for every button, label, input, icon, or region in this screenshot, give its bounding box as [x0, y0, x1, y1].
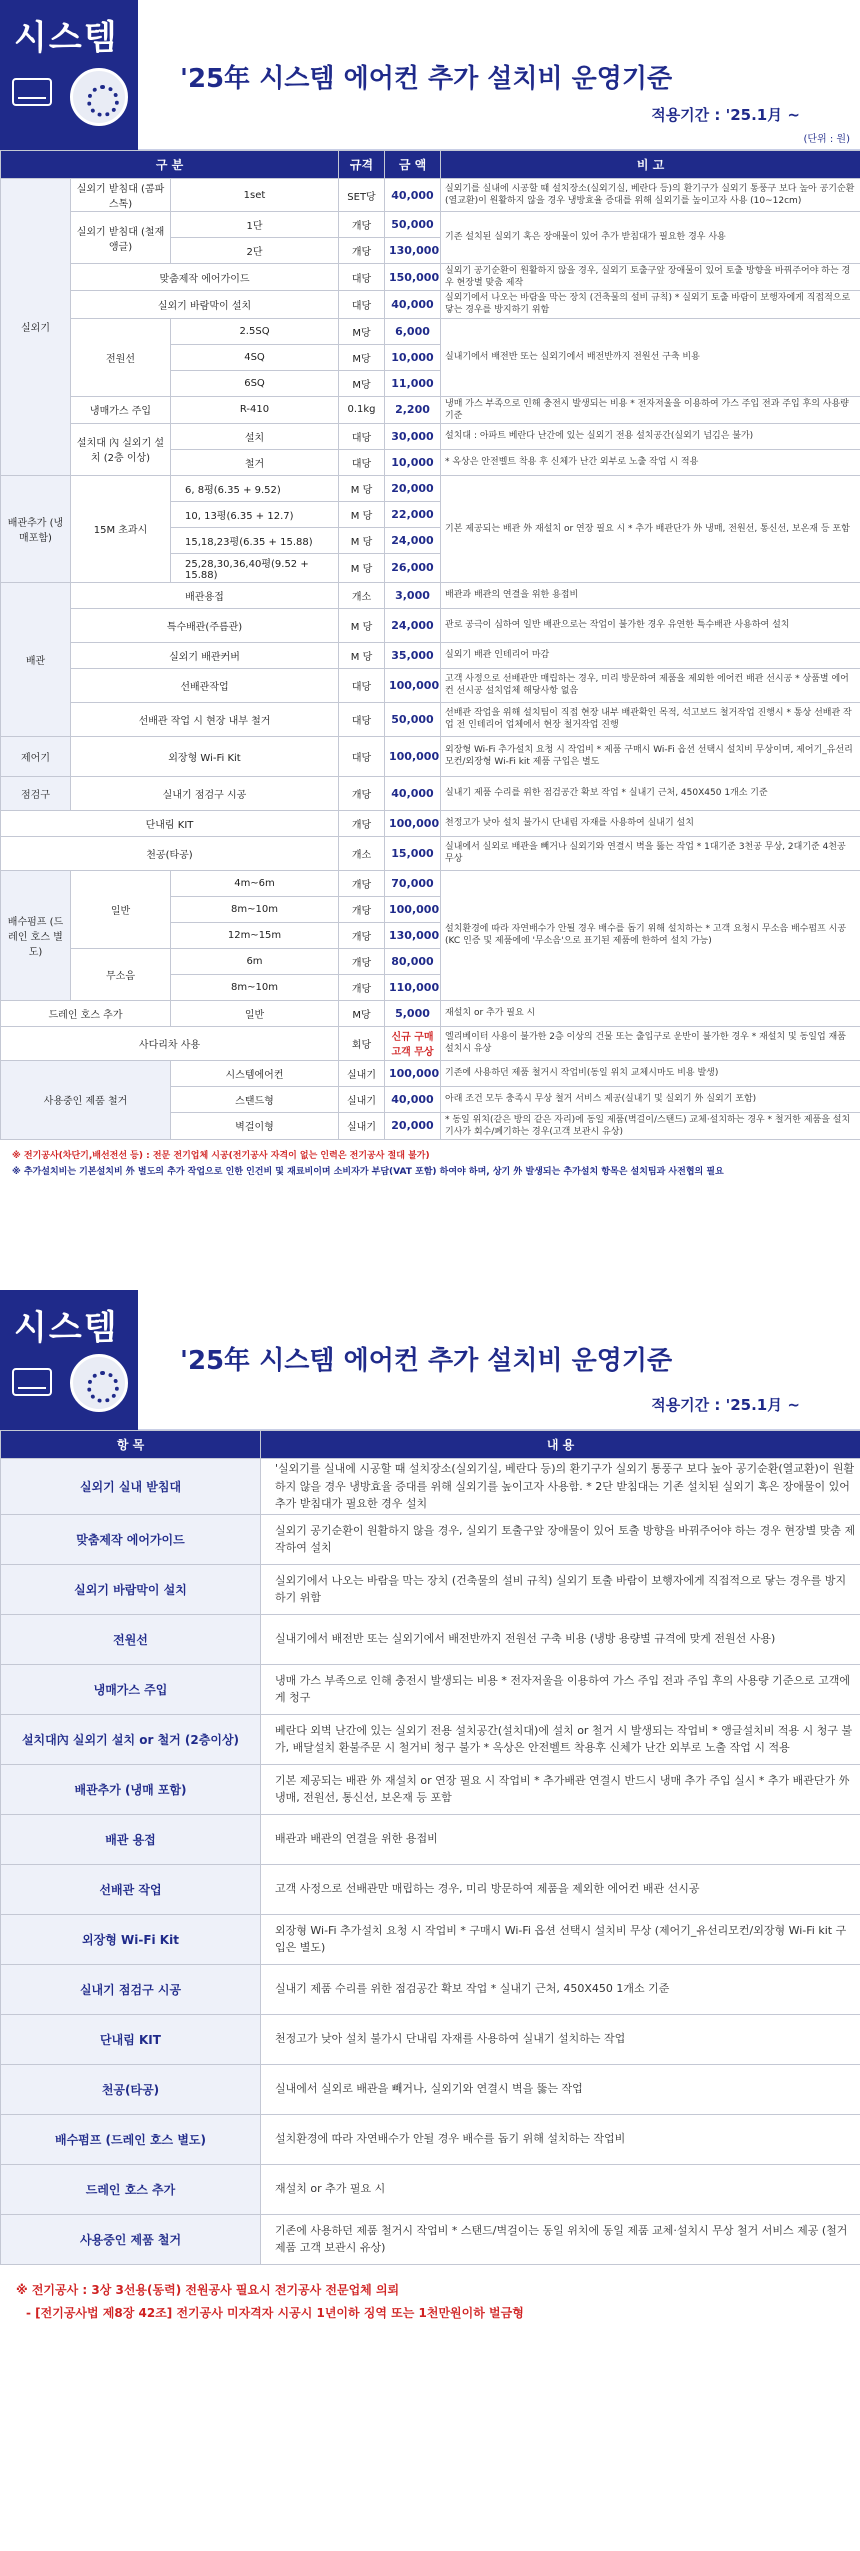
table-row	[1, 1060, 860, 1086]
price-cell: 26,000	[385, 553, 441, 582]
price-cell: 20,000	[385, 1112, 441, 1139]
spec-cell: R-410	[171, 396, 339, 423]
item-cell: 배수펌프 (드레인 호스 별도)	[1, 2114, 261, 2164]
table-row	[1, 836, 860, 870]
content-cell: '실외기를 실내에 시공할 때 설치장소(실외기실, 베란다 등)의 환기구가 실외기 통풍구 보다 높아 공기순환(열교환)이 원활하지 않을 경우 냉방효율 증대를 위해 실외기를 높이고자 사용함. * 2단 받침대는 기존 설치된 실외기 혹은 장애물이 있어 추가 받침대가 필요한 경우 설치	[261, 1459, 860, 1515]
section-1	[0, 0, 860, 1189]
table-row	[1, 212, 860, 238]
item-cell: 선배관 작업 시 현장 내부 철거	[71, 702, 339, 736]
table-row	[1, 2064, 860, 2114]
description-rows	[1, 1459, 860, 2265]
notes-1	[0, 1140, 860, 1188]
item-cell: 냉매가스 주입	[71, 396, 171, 423]
unit-cell: 실내기	[339, 1086, 385, 1112]
spec-cell: 2단	[171, 238, 339, 264]
spec-cell: 10, 13평(6.35 + 12.7)	[171, 501, 339, 527]
item-cell: 실외기 받침대 (콤파스톡)	[71, 179, 171, 212]
table-row	[1, 291, 860, 318]
item-cell: 배관용접	[71, 582, 339, 608]
table-row	[1, 702, 860, 736]
header-note: 비 고	[441, 151, 860, 179]
table-row	[1, 423, 860, 449]
unit-cell: 개소	[339, 582, 385, 608]
item-cell: 실외기 실내 받침대	[1, 1459, 261, 1515]
item-cell: 15M 초과시	[71, 475, 171, 582]
unit-cell: M 당	[339, 553, 385, 582]
air-conditioner-icon	[12, 1368, 52, 1396]
unit-cell: 0.1kg	[339, 396, 385, 423]
content-cell: 기존에 사용하던 제품 철거시 작업비 * 스탠드/벽걸이는 동일 위치에 동일 제품 교체·설치시 무상 철거 서비스 제공 (철거 제품 고객 보관시 유상)	[261, 2214, 860, 2264]
unit-cell: 회당	[339, 1026, 385, 1060]
content-cell: 배관과 배관의 연결을 위한 용접비	[261, 1814, 860, 1864]
note-cell: 아래 조건 모두 충족시 무상 철거 서비스 제공(실내기 및 실외기 外 실외기 포함)	[441, 1086, 860, 1112]
price-cell: 110,000	[385, 974, 441, 1000]
item-cell: 단내림 KIT	[1, 810, 339, 836]
note-cell: 선배관 작업을 위해 설치팀이 직접 현장 내부 배관확인 목적, 석고보드 철거작업 진행시 * 통상 선배관 작업 전 인테리어 업체에서 현장 철거작업 진행	[441, 702, 860, 736]
spec-cell: 8m~10m	[171, 974, 339, 1000]
item-cell: 사다리차 사용	[1, 1026, 339, 1060]
note-cell: 설치환경에 따라 자연배수가 안될 경우 배수를 돕기 위해 설치하는 * 고객 요청시 무소음 배수펌프 시공 (KC 인증 및 제품에에 '무소음'으로 표기된 제품에 한하여 설치 가능)	[441, 870, 860, 1000]
item-cell: 외장형 Wi-Fi Kit	[71, 736, 339, 776]
note-cell: 재설치 or 추가 필요 시	[441, 1000, 860, 1026]
category-cell: 사용중인 제품 철거	[1, 1060, 171, 1139]
unit-label: (단위 : 원)	[803, 134, 850, 145]
note-cell: * 옥상은 안전벨트 착용 후 신체가 난간 외부로 노출 작업 시 적용	[441, 449, 860, 475]
table-row	[1, 2214, 860, 2264]
header-item: 항 목	[1, 1431, 261, 1459]
table-row	[1, 1514, 860, 1564]
content-cell: 실외기에서 나오는 바람을 막는 장치 (건축물의 설비 규칙) 실외기 토출 바람이 보행자에게 직접적으로 닿는 경우를 방지하기 위함	[261, 1564, 860, 1614]
table-row	[1, 1459, 860, 1515]
price-cell: 35,000	[385, 642, 441, 668]
fan-icon	[70, 1354, 128, 1412]
unit-cell: M 당	[339, 527, 385, 553]
header-category: 구 분	[1, 151, 339, 179]
unit-cell: M당	[339, 1000, 385, 1026]
table-header	[1, 1431, 860, 1459]
price-cell: 80,000	[385, 948, 441, 974]
item-cell: 무소음	[71, 948, 171, 1000]
content-cell: 실내에서 실외로 배관을 빼거나, 실외기와 연결시 벽을 뚫는 작업	[261, 2064, 860, 2114]
spec-cell: 12m~15m	[171, 922, 339, 948]
price-cell: 10,000	[385, 449, 441, 475]
price-cell: 100,000	[385, 810, 441, 836]
table-row	[1, 642, 860, 668]
note-cell: 관로 공극이 심하여 일반 배관으로는 작업이 불가한 경우 유연한 특수배관 사용하여 설치	[441, 608, 860, 642]
unit-cell: 대당	[339, 264, 385, 291]
brand-panel	[0, 0, 138, 150]
item-cell: 전원선	[71, 318, 171, 396]
category-cell: 배수펌프 (드레인 호스 별도)	[1, 870, 71, 1000]
spec-cell: 1set	[171, 179, 339, 212]
table-row	[1, 810, 860, 836]
note-cell: 실외기 공기순환이 원활하지 않을 경우, 실외기 토출구앞 장애물이 있어 토출 방향을 바꿔주어야 하는 경우 현장별 맞춤 제작	[441, 264, 860, 291]
unit-cell: 개당	[339, 238, 385, 264]
unit-cell: 대당	[339, 291, 385, 318]
price-cell: 100,000	[385, 896, 441, 922]
price-cell: 70,000	[385, 870, 441, 896]
date-range: 적용기간 : '25.1月 ~	[651, 1396, 800, 1414]
table-row	[1, 2114, 860, 2164]
price-cell: 24,000	[385, 527, 441, 553]
spec-cell: 2.5SQ	[171, 318, 339, 344]
spec-cell: 6SQ	[171, 370, 339, 396]
price-cell: 2,200	[385, 396, 441, 423]
table-row	[1, 2014, 860, 2064]
content-cell: 재설치 or 추가 필요 시	[261, 2164, 860, 2214]
item-cell: 실외기 받침대 (철재 앵글)	[71, 212, 171, 264]
table-row	[1, 1764, 860, 1814]
item-cell: 맞춤제작 에어가이드	[1, 1514, 261, 1564]
category-cell: 배관추가 (냉매포함)	[1, 475, 71, 582]
price-cell: 50,000	[385, 702, 441, 736]
price-cell: 11,000	[385, 370, 441, 396]
table-row	[1, 264, 860, 291]
table-row	[1, 396, 860, 423]
price-cell: 22,000	[385, 501, 441, 527]
table-row	[1, 2164, 860, 2214]
table-row	[1, 736, 860, 776]
price-cell: 40,000	[385, 1086, 441, 1112]
price-cell: 100,000	[385, 736, 441, 776]
table-row	[1, 1664, 860, 1714]
unit-cell: 개당	[339, 212, 385, 238]
item-cell: 실내기 점검구 시공	[71, 776, 339, 810]
header-1	[0, 0, 860, 150]
footer-law-note: - [전기공사법 제8장 42조] 전기공사 미자격자 시공시 1년이하 징역 또는 1천만원이하 벌금형	[26, 2305, 524, 2320]
price-cell: 3,000	[385, 582, 441, 608]
item-cell: 전원선	[1, 1614, 261, 1664]
content-cell: 기본 제공되는 배관 外 재설치 or 연장 필요 시 작업비 * 추가배관 연결시 반드시 냉매 추가 주입 실시 * 추가 배관단가 外 냉매, 전원선, 통신선, 보온재 등 포함	[261, 1764, 860, 1814]
item-cell: 드레인 호스 추가	[1, 1000, 171, 1026]
note-electric: ※ 전기공사(차단기,배선전선 등) : 전문 전기업체 시공(전기공사 자격이 없는 인력은 전기공사 절대 불가)	[12, 1151, 430, 1162]
price-cell: 신규 구매고객 무상	[385, 1026, 441, 1060]
note-cell: 기본 제공되는 배관 外 재설치 or 연장 필요 시 * 추가 배관단가 外 냉매, 전원선, 통신선, 보온재 등 포함	[441, 475, 860, 582]
item-cell: 선배관 작업	[1, 1864, 261, 1914]
content-cell: 실내기에서 배전반 또는 실외기에서 배전반까지 전원선 구축 비용 (냉방 용량별 규격에 맞게 전원선 사용)	[261, 1614, 860, 1664]
note-cell: 실외기에서 나오는 바람을 막는 장치 (건축물의 설비 규칙) * 실외기 토출 바람이 보행자에게 직접적으로 닿는 경우를 방지하기 위함	[441, 291, 860, 318]
fee-table	[0, 150, 860, 1140]
page-title: '25年 시스템 에어컨 추가 설치비 운영기준	[180, 64, 673, 94]
unit-cell: M당	[339, 344, 385, 370]
page-title: '25年 시스템 에어컨 추가 설치비 운영기준	[180, 1346, 673, 1376]
item-cell: 배관추가 (냉매 포함)	[1, 1764, 261, 1814]
price-cell: 150,000	[385, 264, 441, 291]
brand-name: 시스템	[14, 1308, 119, 1348]
note-cell: 실내기에서 배전반 또는 실외기에서 배전반까지 전원선 구축 비용	[441, 318, 860, 396]
unit-cell: 대당	[339, 423, 385, 449]
table-row	[1, 776, 860, 810]
item-cell: 일반	[71, 870, 171, 948]
spec-cell: 시스템에어컨	[171, 1060, 339, 1086]
header-price: 금 액	[385, 151, 441, 179]
note-cell: 외장형 Wi-Fi 추가설치 요청 시 작업비 * 제품 구매시 Wi-Fi 옵션 선택시 설치비 무상이며, 제어기_유선리모컨/외장형 Wi-Fi kit 제품 구입은 별도	[441, 736, 860, 776]
content-cell: 베란다 외벽 난간에 있는 실외기 전용 설치공간(설치대)에 설치 or 철거 시 발생되는 작업비 * 앵글설치비 적용 시 청구 불가, 배달설치 환불주문 시 철거비 청구 불가 * 옥상은 안전벨트 착용후 신체가 난간 외부로 노출 작업 시 적용	[261, 1714, 860, 1764]
price-cell: 100,000	[385, 1060, 441, 1086]
note-extra-fee: ※ 추가설치비는 기본설치비 外 별도의 추가 작업으로 인한 인건비 및 재료비이며 소비자가 부담(VAT 포함) 하여야 하며, 상기 外 발생되는 추가설치 항목은 설치팀과 사전협의 필요	[12, 1167, 724, 1178]
table-row	[1, 582, 860, 608]
unit-cell: M 당	[339, 608, 385, 642]
table-row	[1, 1026, 860, 1060]
item-cell: 천공(타공)	[1, 836, 339, 870]
item-cell: 설치대 內 실외기 설치 (2층 이상)	[71, 423, 171, 475]
price-cell: 40,000	[385, 291, 441, 318]
table-row	[1, 475, 860, 501]
header-content: 내 용	[261, 1431, 860, 1459]
note-cell: 기존에 사용하던 제품 철거시 작업비(동일 위치 교체시마도 비용 발생)	[441, 1060, 860, 1086]
item-cell: 설치대內 실외기 설치 or 철거 (2층이상)	[1, 1714, 261, 1764]
air-conditioner-icon	[12, 78, 52, 106]
unit-cell: 대당	[339, 449, 385, 475]
price-cell: 15,000	[385, 836, 441, 870]
note-cell: 냉매 가스 부족으로 인해 충전시 발생되는 비용 * 전자저울을 이용하여 가스 주입 전과 주입 후의 사용량 기준	[441, 396, 860, 423]
content-cell: 외장형 Wi-Fi 추가설치 요청 시 작업비 * 구매시 Wi-Fi 옵션 선택시 설치비 무상 (제어기_유선리모컨/외장형 Wi-Fi kit 구입은 별도)	[261, 1914, 860, 1964]
spec-cell: 4m~6m	[171, 870, 339, 896]
item-cell: 맞춤제작 에어가이드	[71, 264, 339, 291]
price-cell: 100,000	[385, 668, 441, 702]
price-cell: 5,000	[385, 1000, 441, 1026]
unit-cell: M당	[339, 318, 385, 344]
unit-cell: 개당	[339, 974, 385, 1000]
table-row	[1, 1814, 860, 1864]
table-row	[1, 870, 860, 896]
table-row	[1, 608, 860, 642]
unit-cell: 대당	[339, 736, 385, 776]
item-cell: 실외기 바람막이 설치	[1, 1564, 261, 1614]
content-cell: 냉매 가스 부족으로 인해 충전시 발생되는 비용 * 전자저울을 이용하여 가스 주입 전과 주입 후의 사용량 기준으로 고객에게 청구	[261, 1664, 860, 1714]
unit-cell: 개당	[339, 870, 385, 896]
table-row	[1, 1000, 860, 1026]
item-cell: 특수배관(주름관)	[71, 608, 339, 642]
spec-cell: 1단	[171, 212, 339, 238]
unit-cell: 실내기	[339, 1060, 385, 1086]
table-row	[1, 1914, 860, 1964]
note-cell: 고객 사정으로 선배관만 매립하는 경우, 미리 방문하여 제품을 제외한 에어컨 배관 선시공 * 상품별 에어컨 선시공 설치업체 해당사항 없음	[441, 668, 860, 702]
unit-cell: M 당	[339, 475, 385, 501]
price-cell: 40,000	[385, 179, 441, 212]
spec-cell: 철거	[171, 449, 339, 475]
date-range: 적용기간 : '25.1月 ~	[651, 106, 800, 124]
description-table	[0, 1430, 860, 2265]
content-cell: 고객 사정으로 선배관만 매립하는 경우, 미리 방문하여 제품을 제외한 에어컨 배관 선시공	[261, 1864, 860, 1914]
unit-cell: 개당	[339, 896, 385, 922]
spec-cell: 6m	[171, 948, 339, 974]
note-cell: 실내기 제품 수리를 위한 점검공간 확보 작업 * 실내기 근처, 450X450 1개소 기준	[441, 776, 860, 810]
note-cell: 엘리베이터 사용이 불가한 2층 이상의 건물 또는 출입구로 운반이 불가한 경우 * 재설치 및 동일업 재품 설치시 유상	[441, 1026, 860, 1060]
unit-cell: 개당	[339, 810, 385, 836]
content-cell: 실외기 공기순환이 원활하지 않을 경우, 실외기 토출구앞 장애물이 있어 토출 방향을 바꿔주어야 하는 경우 현장별 맞춤 제작하여 설치	[261, 1514, 860, 1564]
spec-cell: 4SQ	[171, 344, 339, 370]
header-2	[0, 1290, 860, 1430]
note-cell: * 동일 위치(같은 방의 같은 자리)에 동일 제품(벽걸이/스탠드) 교체·설치하는 경우 * 철거한 제품을 설치기사가 회수/폐기하는 경우(고객 보관시 유상)	[441, 1112, 860, 1139]
price-cell: 130,000	[385, 238, 441, 264]
spec-cell: 25,28,30,36,40평(9.52 + 15.88)	[171, 553, 339, 582]
unit-cell: M당	[339, 370, 385, 396]
note-cell: 실외기 배관 인테리어 마감	[441, 642, 860, 668]
price-cell: 50,000	[385, 212, 441, 238]
unit-cell: 개당	[339, 922, 385, 948]
content-cell: 실내기 제품 수리를 위한 점검공간 확보 작업 * 실내기 근처, 450X450 1개소 기준	[261, 1964, 860, 2014]
table-row	[1, 1714, 860, 1764]
spec-cell: 벽걸이형	[171, 1112, 339, 1139]
category-cell: 제어기	[1, 736, 71, 776]
footer-electric-note: ※ 전기공사 : 3상 3선용(동력) 전원공사 필요시 전기공사 전문업체 의뢰	[16, 2282, 400, 2297]
unit-cell: 실내기	[339, 1112, 385, 1139]
unit-cell: 대당	[339, 702, 385, 736]
footer-2	[0, 2265, 860, 2339]
table-row	[1, 1864, 860, 1914]
item-cell: 냉매가스 주입	[1, 1664, 261, 1714]
table-row	[1, 1964, 860, 2014]
item-cell: 실내기 점검구 시공	[1, 1964, 261, 2014]
price-cell: 10,000	[385, 344, 441, 370]
brand-name: 시스템	[14, 18, 119, 58]
price-cell: 6,000	[385, 318, 441, 344]
content-cell: 설치환경에 따라 자연배수가 안될 경우 배수를 돕기 위해 설치하는 작업비	[261, 2114, 860, 2164]
category-cell: 배관	[1, 582, 71, 736]
item-cell: 배관 용접	[1, 1814, 261, 1864]
table-row	[1, 1564, 860, 1614]
content-cell: 천정고가 낮아 설치 불가시 단내림 자재를 사용하여 실내기 설치하는 작업	[261, 2014, 860, 2064]
table-row	[1, 179, 860, 212]
note-cell: 기존 설치된 실외기 혹은 장애물이 있어 추가 받침대가 필요한 경우 사용	[441, 212, 860, 264]
category-cell: 실외기	[1, 179, 71, 476]
note-cell: 설치대 : 아파트 베란다 난간에 있는 실외기 전용 설치공간(실외기 넘김은 불가)	[441, 423, 860, 449]
price-cell: 130,000	[385, 922, 441, 948]
spec-cell: 6, 8평(6.35 + 9.52)	[171, 475, 339, 501]
section-2	[0, 1290, 860, 2338]
table-row	[1, 668, 860, 702]
item-cell: 외장형 Wi-Fi Kit	[1, 1914, 261, 1964]
spec-cell: 15,18,23평(6.35 + 15.88)	[171, 527, 339, 553]
unit-cell: M 당	[339, 501, 385, 527]
item-cell: 천공(타공)	[1, 2064, 261, 2114]
note-cell: 천정고가 낮아 설치 불가시 단내림 자재를 사용하여 실내기 설치	[441, 810, 860, 836]
price-cell: 40,000	[385, 776, 441, 810]
spec-cell: 스탠드형	[171, 1086, 339, 1112]
table-row	[1, 1614, 860, 1664]
item-cell: 실외기 바람막이 설치	[71, 291, 339, 318]
unit-cell: 개당	[339, 776, 385, 810]
item-cell: 드레인 호스 추가	[1, 2164, 261, 2214]
unit-cell: SET당	[339, 179, 385, 212]
spec-cell: 일반	[171, 1000, 339, 1026]
price-cell: 24,000	[385, 608, 441, 642]
table-row	[1, 318, 860, 344]
unit-cell: 개당	[339, 948, 385, 974]
item-cell: 실외기 배관커버	[71, 642, 339, 668]
item-cell: 선배관작업	[71, 668, 339, 702]
price-cell: 30,000	[385, 423, 441, 449]
note-cell: 실내에서 실외로 배관을 빼거나 실외기와 연결시 벽을 뚫는 작업 * 1대기준 3천공 무상, 2대기준 4천공 무상	[441, 836, 860, 870]
brand-panel	[0, 1290, 138, 1430]
spec-cell: 설치	[171, 423, 339, 449]
unit-cell: M 당	[339, 642, 385, 668]
price-cell: 20,000	[385, 475, 441, 501]
unit-cell: 대당	[339, 668, 385, 702]
spec-cell: 8m~10m	[171, 896, 339, 922]
category-cell: 점검구	[1, 776, 71, 810]
item-cell: 단내림 KIT	[1, 2014, 261, 2064]
table-header	[1, 151, 860, 179]
fan-icon	[70, 68, 128, 126]
item-cell: 사용중인 제품 철거	[1, 2214, 261, 2264]
note-cell: 실외기를 실내에 시공할 때 설치장소(실외기실, 베란다 등)의 환기구가 실외기 통풍구 보다 높아 공기순환(열교환)이 원활하지 않을 경우 냉방효율 증대를 위해 실외기를 높이고자 사용 (10~12cm)	[441, 179, 860, 212]
note-cell: 배관과 배관의 연결을 위한 용접비	[441, 582, 860, 608]
header-spec: 규격	[339, 151, 385, 179]
unit-cell: 개소	[339, 836, 385, 870]
